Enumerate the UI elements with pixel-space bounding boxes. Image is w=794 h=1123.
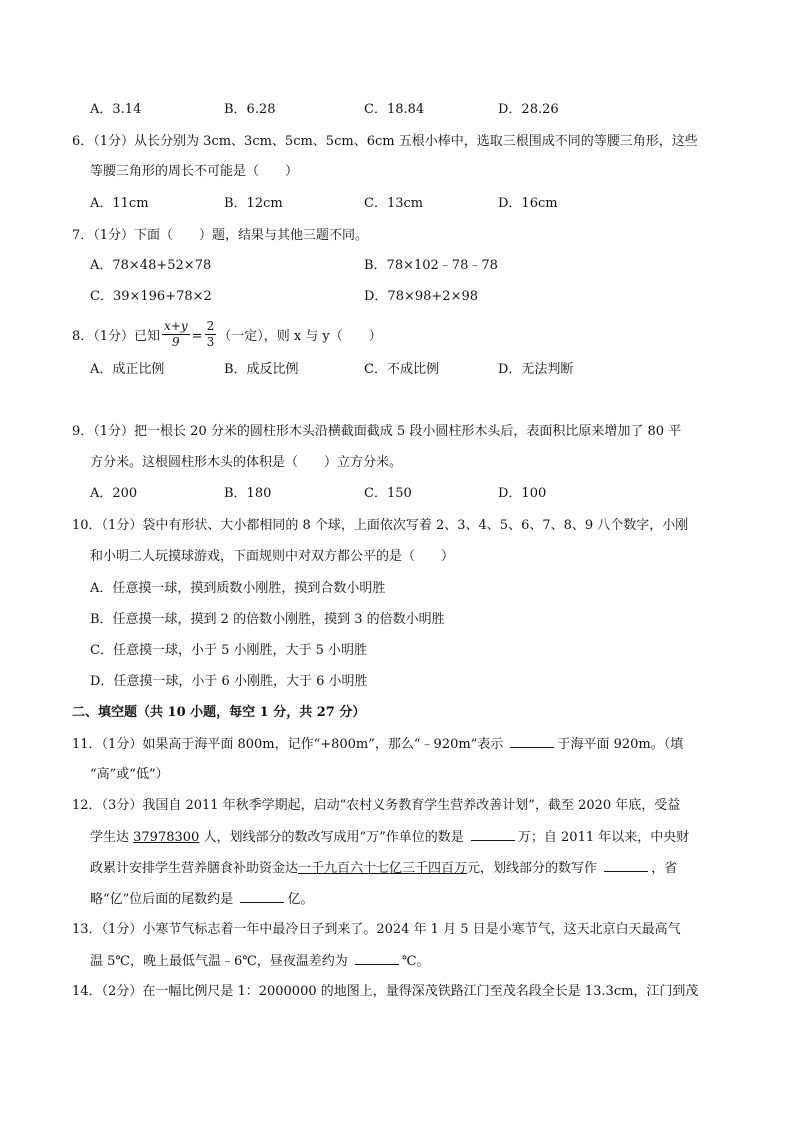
q12-stem-line2: 学生达 37978300 人，划线部分的数改写成用“万”作单位的数是 万；自 2011 年以来，中央财 bbox=[90, 830, 690, 845]
q12-underlined-amount: 一千九百六十七亿三千四百万 bbox=[298, 861, 468, 876]
q8-suffix: （一定），则 x 与 y（ ） bbox=[218, 329, 382, 344]
q6-stem-line2: 等腰三角形的周长不可能是（ ） bbox=[90, 164, 299, 179]
q12-answer-blank-2[interactable] bbox=[604, 859, 648, 872]
q11-text-a: 11．（1分）如果高于海平面 800m，记作“+800m”，那么“﹣920m”表示 bbox=[72, 737, 504, 752]
q5-option-b[interactable]: B．6.28 bbox=[224, 102, 276, 117]
q10-stem-line1: 10．（1分）袋中有形状、大小都相同的 8 个球，上面依次写着 2、3、4、5、6、7、8、9 八个数字，小刚 bbox=[72, 518, 689, 533]
q10-option-d[interactable]: D．任意摸一球，小于 6 小刚胜，大于 6 小明胜 bbox=[90, 674, 368, 689]
q9-option-b[interactable]: B．180 bbox=[224, 486, 272, 501]
q11-stem-line2: “高”或“低”） bbox=[90, 767, 169, 782]
q10-stem-line2: 和小明二人玩摸球游戏，下面规则中对双方都公平的是（ ） bbox=[90, 549, 455, 564]
q13-stem-line1: 13．（1分）小寒节气标志着一年中最冷日子到来了。2024 年 1 月 5 日是小寒节气，这天北京白天最高气 bbox=[72, 922, 681, 937]
q11-text-b: 于海平面 920m。（填 bbox=[557, 737, 684, 752]
q11-answer-blank[interactable] bbox=[510, 735, 554, 748]
q12-underlined-number: 37978300 bbox=[133, 830, 200, 845]
q7-option-c[interactable]: C．39×196+78×2 bbox=[90, 289, 212, 304]
q9-stem-line2: 方分米。这根圆柱形木头的体积是（ ）立方分米。 bbox=[90, 455, 403, 470]
q7-option-d[interactable]: D．78×98+2×98 bbox=[364, 289, 478, 304]
q6-option-b[interactable]: B．12cm bbox=[224, 196, 283, 211]
q9-option-a[interactable]: A．200 bbox=[90, 486, 138, 501]
q5-option-d[interactable]: D．28.26 bbox=[498, 102, 559, 117]
q8-option-d[interactable]: D．无法判断 bbox=[498, 362, 574, 377]
q8-equals: = bbox=[191, 329, 203, 344]
q12-stem-line1: 12．（3分）我国自 2011 年秋季学期起，启动“农村义务教育学生营养改善计划”，截至 2020 年底，受益 bbox=[72, 798, 681, 813]
q6-option-a[interactable]: A．11cm bbox=[90, 196, 149, 211]
q5-option-c[interactable]: C．18.84 bbox=[364, 102, 425, 117]
q8-fraction-xy-over-9: $\frac{x+y}{9}$ bbox=[164, 319, 188, 349]
q7-option-a[interactable]: A．78×48+52×78 bbox=[90, 258, 212, 273]
q8-prefix: 8．（1分）已知 bbox=[72, 329, 161, 344]
q9-option-d[interactable]: D．100 bbox=[498, 486, 547, 501]
q9-option-c[interactable]: C．150 bbox=[364, 486, 412, 501]
q8-fraction-2-over-3: $\frac{2}{3}$ bbox=[206, 319, 215, 349]
q10-option-b[interactable]: B．任意摸一球，摸到 2 的倍数小刚胜，摸到 3 的倍数小明胜 bbox=[90, 612, 445, 627]
q7-stem: 7．（1分）下面（ ）题，结果与其他三题不同。 bbox=[72, 228, 369, 243]
q13-answer-blank[interactable] bbox=[355, 952, 399, 965]
q8-option-b[interactable]: B．成反比例 bbox=[224, 362, 299, 377]
q12-stem-line4: 略“亿”位后面的尾数约是 亿。 bbox=[90, 892, 314, 907]
q6-option-d[interactable]: D．16cm bbox=[498, 196, 558, 211]
q12-stem-line3: 政累计安排学生营养膳食补助资金达一千九百六十七亿三千四百万元，划线部分的数写作 ，省 bbox=[90, 861, 678, 876]
section-fill-in-heading: 二、填空题（共 10 小题，每空 1 分，共 27 分） bbox=[72, 705, 366, 720]
q6-option-c[interactable]: C．13cm bbox=[364, 196, 424, 211]
q13-stem-line2: 温 5℃，晚上最低气温﹣6℃，昼夜温差约为 ℃。 bbox=[90, 954, 430, 969]
q6-stem-line1: 6．（1分）从长分别为 3cm、3cm、5cm、5cm、6cm 五根小棒中，选取三根围成不同的等腰三角形，这些 bbox=[72, 134, 698, 149]
q12-answer-blank-3[interactable] bbox=[240, 890, 284, 903]
q5-option-a[interactable]: A．3.14 bbox=[90, 102, 142, 117]
q11-stem-line1 bbox=[72, 735, 683, 754]
q9-stem-line1: 9．（1分）把一根长 20 分米的圆柱形木头沿横截面截成 5 段小圆柱形木头后，表面积比原来增加了 80 平 bbox=[72, 424, 682, 439]
q10-option-c[interactable]: C．任意摸一球，小于 5 小刚胜，大于 5 小明胜 bbox=[90, 643, 368, 658]
q8-stem bbox=[72, 318, 382, 356]
q7-option-b[interactable]: B．78×102﹣78﹣78 bbox=[364, 258, 498, 273]
q8-option-c[interactable]: C．不成比例 bbox=[364, 362, 439, 377]
q8-option-a[interactable]: A．成正比例 bbox=[90, 362, 165, 377]
q12-answer-blank-1[interactable] bbox=[471, 828, 515, 841]
q14-stem-line1: 14．（2分）在一幅比例尺是 1：2000000 的地图上，量得深茂铁路江门至茂名段全长是 13.3cm，江门到茂 bbox=[72, 984, 699, 999]
q10-option-a[interactable]: A．任意摸一球，摸到质数小刚胜，摸到合数小明胜 bbox=[90, 581, 386, 596]
